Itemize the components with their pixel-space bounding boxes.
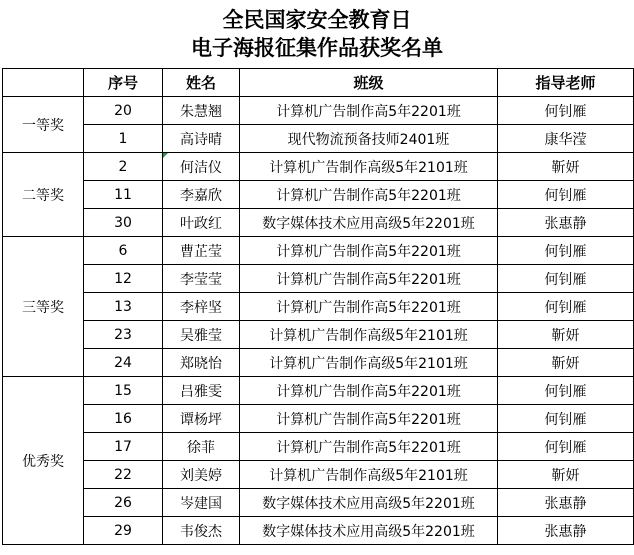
name-cell: 叶政红 bbox=[163, 209, 240, 237]
class-cell: 数字媒体技术应用高级5年2201班 bbox=[240, 489, 498, 517]
number-cell: 30 bbox=[84, 209, 163, 237]
table-row bbox=[3, 181, 634, 209]
teacher-cell: 靳妍 bbox=[498, 461, 634, 489]
name-cell: 曹芷莹 bbox=[163, 237, 240, 265]
number-column-header: 序号 bbox=[84, 69, 163, 97]
number-cell: 12 bbox=[84, 265, 163, 293]
class-cell: 计算机广告制作高级5年2101班 bbox=[240, 349, 498, 377]
table-row bbox=[3, 461, 634, 489]
teacher-cell: 何钊雁 bbox=[498, 237, 634, 265]
teacher-cell: 何钊雁 bbox=[498, 405, 634, 433]
class-cell: 计算机广告制作高5年2201班 bbox=[240, 237, 498, 265]
class-cell: 计算机广告制作高级5年2101班 bbox=[240, 461, 498, 489]
number-cell: 15 bbox=[84, 377, 163, 405]
name-cell: 吴雅莹 bbox=[163, 321, 240, 349]
name-cell: 岑建国 bbox=[163, 489, 240, 517]
name-cell: 李嘉欣 bbox=[163, 181, 240, 209]
number-cell: 22 bbox=[84, 461, 163, 489]
table-row bbox=[3, 209, 634, 237]
number-cell: 11 bbox=[84, 181, 163, 209]
class-cell: 计算机广告制作高5年2201班 bbox=[240, 293, 498, 321]
teacher-cell: 张惠静 bbox=[498, 489, 634, 517]
teacher-cell: 张惠静 bbox=[498, 209, 634, 237]
name-cell: 徐菲 bbox=[163, 433, 240, 461]
number-cell: 24 bbox=[84, 349, 163, 377]
name-cell: 刘美婷 bbox=[163, 461, 240, 489]
award-level-cell: 二等奖 bbox=[3, 153, 84, 237]
table-row bbox=[3, 433, 634, 461]
teacher-cell: 张惠静 bbox=[498, 517, 634, 545]
table-row bbox=[3, 349, 634, 377]
class-cell: 计算机广告制作高5年2201班 bbox=[240, 97, 498, 125]
name-cell: 李梓坚 bbox=[163, 293, 240, 321]
name-cell: 李莹莹 bbox=[163, 265, 240, 293]
class-cell: 计算机广告制作高级5年2101班 bbox=[240, 321, 498, 349]
award-level-cell: 一等奖 bbox=[3, 97, 84, 153]
award-table bbox=[2, 68, 634, 545]
number-cell: 20 bbox=[84, 97, 163, 125]
teacher-cell: 何钊雁 bbox=[498, 377, 634, 405]
award-level-cell: 三等奖 bbox=[3, 237, 84, 377]
teacher-cell: 何钊雁 bbox=[498, 265, 634, 293]
class-cell: 计算机广告制作高级5年2101班 bbox=[240, 153, 498, 181]
number-cell: 29 bbox=[84, 517, 163, 545]
table-row bbox=[3, 377, 634, 405]
table-row bbox=[3, 293, 634, 321]
class-cell: 数字媒体技术应用高级5年2201班 bbox=[240, 209, 498, 237]
page-title: 全民国家安全教育日 bbox=[222, 7, 412, 32]
number-cell: 6 bbox=[84, 237, 163, 265]
teacher-cell: 何钊雁 bbox=[498, 97, 634, 125]
teacher-cell: 何钊雁 bbox=[498, 181, 634, 209]
table-row bbox=[3, 517, 634, 545]
teacher-cell: 何钊雁 bbox=[498, 293, 634, 321]
teacher-cell: 何钊雁 bbox=[498, 433, 634, 461]
class-cell: 现代物流预备技师2401班 bbox=[240, 125, 498, 153]
number-cell: 1 bbox=[84, 125, 163, 153]
title-block bbox=[0, 0, 634, 68]
class-cell: 计算机广告制作高5年2201班 bbox=[240, 181, 498, 209]
table-row bbox=[3, 237, 634, 265]
class-cell: 计算机广告制作高5年2201班 bbox=[240, 405, 498, 433]
name-column-header: 姓名 bbox=[163, 69, 240, 97]
table-row bbox=[3, 405, 634, 433]
number-cell: 13 bbox=[84, 293, 163, 321]
award-level-cell: 优秀奖 bbox=[3, 377, 84, 545]
award-column-header bbox=[3, 69, 84, 97]
name-cell: 高诗晴 bbox=[163, 125, 240, 153]
table-row bbox=[3, 125, 634, 153]
table-row bbox=[3, 321, 634, 349]
class-cell: 计算机广告制作高5年2201班 bbox=[240, 265, 498, 293]
teacher-cell: 靳妍 bbox=[498, 153, 634, 181]
name-cell: 吕雅雯 bbox=[163, 377, 240, 405]
class-column-header: 班级 bbox=[240, 69, 498, 97]
number-cell: 2 bbox=[84, 153, 163, 181]
table-row bbox=[3, 97, 634, 125]
table-row bbox=[3, 265, 634, 293]
name-cell: 韦俊杰 bbox=[163, 517, 240, 545]
teacher-cell: 靳妍 bbox=[498, 349, 634, 377]
number-cell: 23 bbox=[84, 321, 163, 349]
page-subtitle: 电子海报征集作品获奖名单 bbox=[191, 35, 443, 60]
table-row bbox=[3, 489, 634, 517]
name-cell: 谭杨坪 bbox=[163, 405, 240, 433]
number-cell: 16 bbox=[84, 405, 163, 433]
class-cell: 计算机广告制作高5年2201班 bbox=[240, 377, 498, 405]
name-cell: 朱慧翘 bbox=[163, 97, 240, 125]
teacher-cell: 康华滢 bbox=[498, 125, 634, 153]
name-cell: 郑晓怡 bbox=[163, 349, 240, 377]
class-cell: 计算机广告制作高5年2201班 bbox=[240, 433, 498, 461]
number-cell: 17 bbox=[84, 433, 163, 461]
number-cell: 26 bbox=[84, 489, 163, 517]
teacher-column-header: 指导老师 bbox=[498, 69, 634, 97]
class-cell: 数字媒体技术应用高级5年2201班 bbox=[240, 517, 498, 545]
table-row bbox=[3, 153, 634, 181]
name-cell: 何洁仪 bbox=[163, 153, 240, 181]
teacher-cell: 靳妍 bbox=[498, 321, 634, 349]
header-row bbox=[3, 69, 634, 97]
